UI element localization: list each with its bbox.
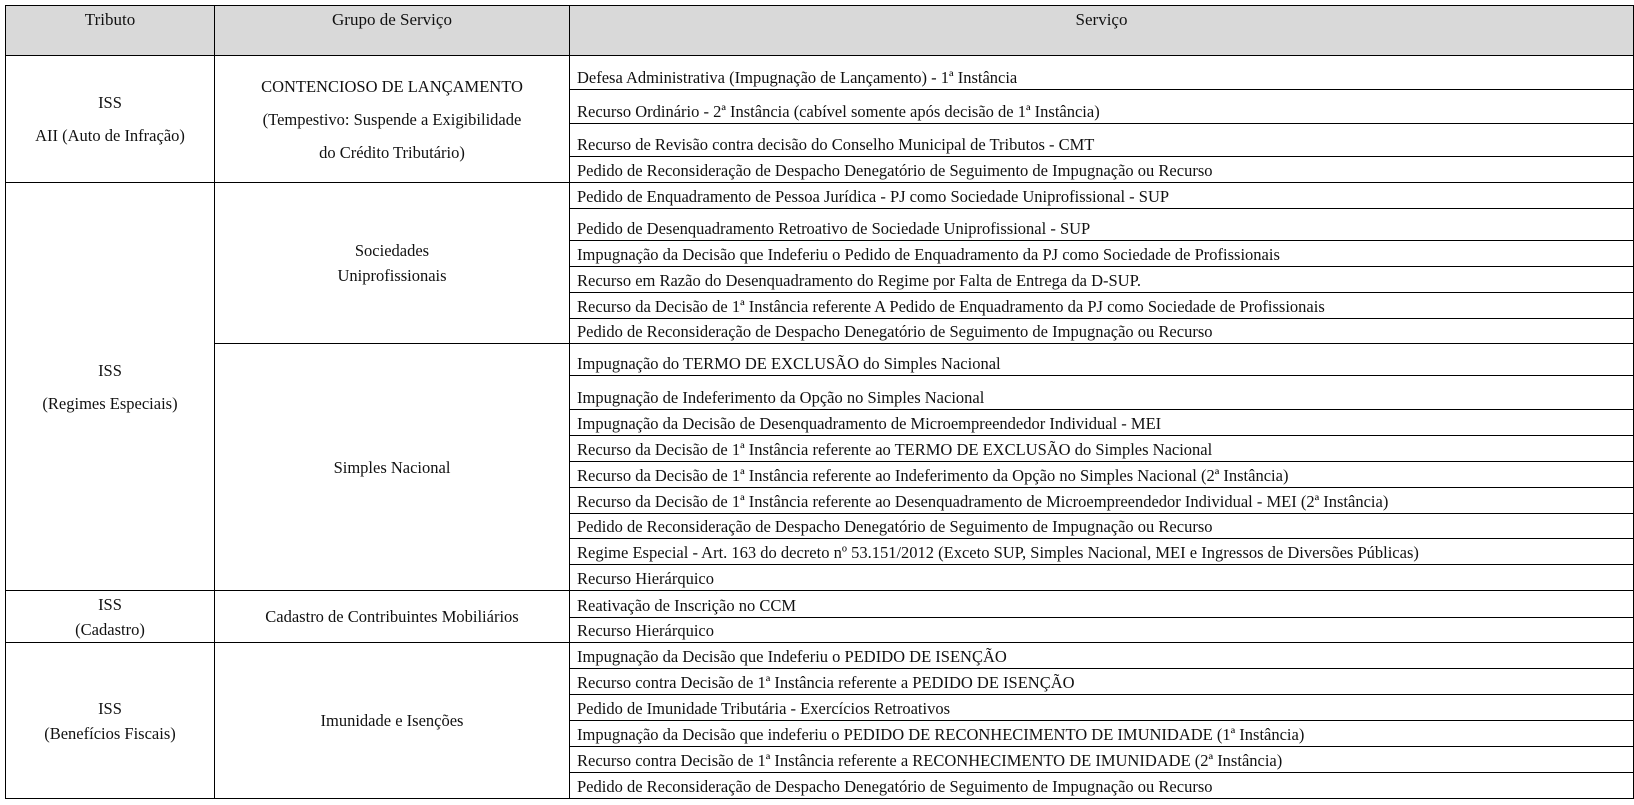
tributo-cell <box>6 591 215 643</box>
header-tributo: Tributo <box>6 6 215 56</box>
servico-cell <box>570 462 1634 488</box>
grupo-cell <box>215 183 570 344</box>
tributo-line: ISS <box>98 360 122 380</box>
servico-text: Recurso em Razão do Desenquadramento do Regime por Falta de Entrega da D-SUP. <box>577 271 1142 290</box>
servico-cell <box>570 721 1634 747</box>
servico-text: Recurso Hierárquico <box>577 621 714 640</box>
servico-text: Impugnação da Decisão que Indeferiu o Pedido de Enquadramento da PJ como Sociedade de Profissionais <box>577 245 1280 264</box>
servico-text: Pedido de Desenquadramento Retroativo de Sociedade Uniprofissional - SUP <box>577 219 1091 238</box>
servico-text: Impugnação da Decisão de Desenquadramento de Microempreendedor Individual - MEI <box>577 414 1162 433</box>
servico-text: Recurso Hierárquico <box>577 569 714 588</box>
servico-text: Recurso da Decisão de 1ª Instância referente ao Indeferimento da Opção no Simples Nacional (2ª Instância) <box>577 466 1289 485</box>
servico-cell <box>570 410 1634 436</box>
servico-text: Pedido de Reconsideração de Despacho Denegatório de Seguimento de Impugnação ou Recurso <box>577 322 1213 341</box>
tributo-cell <box>6 56 215 183</box>
tributo-line: ISS <box>98 93 122 112</box>
servico-cell <box>570 591 1634 618</box>
servico-cell <box>570 209 1634 241</box>
servico-text: Regime Especial - Art. 163 do decreto nº 53.151/2012 (Exceto SUP, Simples Nacional, MEI e Ingressos de Diversões Públicas) <box>577 543 1419 562</box>
grupo-line: Cadastro de Contribuintes Mobiliários <box>265 607 519 626</box>
servico-text: Impugnação da Decisão que Indeferiu o PEDIDO DE ISENÇÃO <box>577 647 1007 666</box>
header-row <box>6 6 1634 56</box>
table-body <box>6 56 1634 799</box>
servico-cell <box>570 695 1634 721</box>
table-row <box>6 56 1634 90</box>
servico-text: Recurso Ordinário - 2ª Instância (cabível somente após decisão de 1ª Instância) <box>577 102 1100 121</box>
servico-cell <box>570 618 1634 643</box>
servico-text: Pedido de Reconsideração de Despacho Denegatório de Seguimento de Impugnação ou Recurso <box>577 161 1213 180</box>
servico-cell <box>570 56 1634 90</box>
servico-text: Pedido de Reconsideração de Despacho Denegatório de Seguimento de Impugnação ou Recurso <box>577 517 1213 536</box>
table-row <box>6 643 1634 669</box>
tributo-cell <box>6 643 215 799</box>
servico-cell <box>570 241 1634 267</box>
servico-text: Pedido de Enquadramento de Pessoa Jurídica - PJ como Sociedade Uniprofissional - SUP <box>577 187 1170 206</box>
grupo-line: Uniprofissionais <box>337 266 447 285</box>
grupo-line: Imunidade e Isenções <box>320 711 464 730</box>
servico-text: Impugnação de Indeferimento da Opção no Simples Nacional <box>577 388 985 407</box>
tributo-line: ISS <box>98 594 122 614</box>
grupo-line: Simples Nacional <box>333 457 451 477</box>
grupo-line: do Crédito Tributário) <box>319 142 465 162</box>
servico-cell <box>570 669 1634 695</box>
tributo-line: (Regimes Especiais) <box>42 393 178 413</box>
servico-cell <box>570 124 1634 157</box>
tributo-line: ISS <box>98 698 122 718</box>
table-row <box>6 591 1634 618</box>
servico-text: Reativação de Inscrição no CCM <box>577 596 797 615</box>
servico-text: Recurso de Revisão contra decisão do Conselho Municipal de Tributos - CMT <box>577 135 1095 154</box>
servico-text: Recurso contra Decisão de 1ª Instância referente a RECONHECIMENTO DE IMUNIDADE (2ª Instância) <box>577 751 1283 770</box>
servico-cell <box>570 643 1634 669</box>
servico-cell <box>570 436 1634 462</box>
table-row <box>6 183 1634 209</box>
servico-text: Recurso da Decisão de 1ª Instância referente A Pedido de Enquadramento da PJ como Sociedade de Profissionais <box>577 297 1325 316</box>
grupo-cell <box>215 56 570 183</box>
servico-cell <box>570 773 1634 799</box>
tributo-line: (Cadastro) <box>75 619 145 639</box>
grupo-line: CONTENCIOSO DE LANÇAMENTO <box>261 76 523 96</box>
header-servico: Serviço <box>570 6 1634 56</box>
tributo-line: AII (Auto de Infração) <box>35 126 185 145</box>
servico-text: Pedido de Imunidade Tributária - Exercícios Retroativos <box>577 699 951 718</box>
servico-cell <box>570 293 1634 319</box>
servico-cell <box>570 157 1634 183</box>
tributo-line: (Benefícios Fiscais) <box>44 723 176 743</box>
table-row <box>6 344 1634 376</box>
servico-cell <box>570 376 1634 410</box>
servico-cell <box>570 565 1634 591</box>
servico-cell <box>570 539 1634 565</box>
tributo-cell <box>6 183 215 591</box>
header-grupo: Grupo de Serviço <box>215 6 570 56</box>
servico-cell <box>570 90 1634 124</box>
grupo-cell <box>215 591 570 643</box>
servico-text: Defesa Administrativa (Impugnação de Lançamento) - 1ª Instância <box>577 68 1018 87</box>
servico-text: Impugnação da Decisão que indeferiu o PEDIDO DE RECONHECIMENTO DE IMUNIDADE (1ª Instância) <box>577 725 1305 744</box>
servico-cell <box>570 747 1634 773</box>
grupo-line: (Tempestivo: Suspende a Exigibilidade <box>262 109 522 129</box>
servico-text: Pedido de Reconsideração de Despacho Denegatório de Seguimento de Impugnação ou Recurso <box>577 777 1213 796</box>
servico-text: Impugnação do TERMO DE EXCLUSÃO do Simples Nacional <box>577 354 1001 373</box>
servico-cell <box>570 514 1634 539</box>
grupo-cell <box>215 344 570 591</box>
servico-cell <box>570 267 1634 293</box>
servico-text: Recurso da Decisão de 1ª Instância referente ao TERMO DE EXCLUSÃO do Simples Nacional <box>577 440 1213 459</box>
servico-cell <box>570 344 1634 376</box>
grupo-cell <box>215 643 570 799</box>
servico-cell <box>570 488 1634 514</box>
servico-text: Recurso da Decisão de 1ª Instância referente ao Desenquadramento de Microempreendedor Individual - MEI (2ª Instância) <box>577 492 1389 511</box>
services-table <box>5 5 1634 799</box>
grupo-line: Sociedades <box>354 241 430 260</box>
servico-cell <box>570 319 1634 344</box>
servico-text: Recurso contra Decisão de 1ª Instância referente a PEDIDO DE ISENÇÃO <box>577 673 1075 692</box>
servico-cell <box>570 183 1634 209</box>
